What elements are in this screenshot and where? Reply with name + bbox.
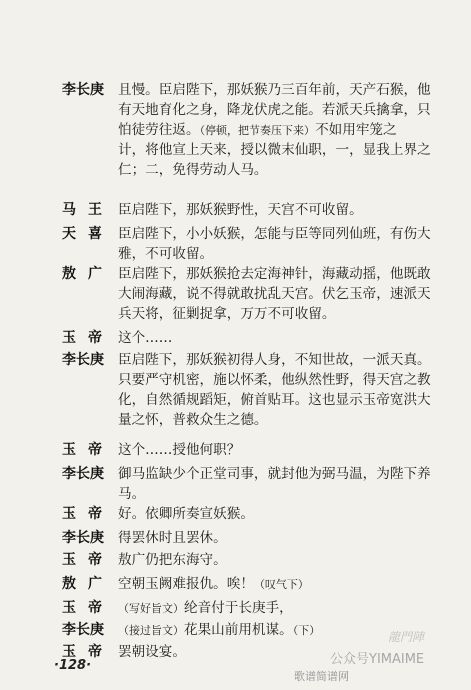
watermark-account: 公众号YIMAIME [330,652,425,667]
speaker-name: 玉帝 [62,644,114,660]
speaker-name: 玉帝 [62,506,114,522]
speaker-name: 玉帝 [62,442,114,458]
dialogue-line: 好。依卿所奏宣妖猴。 [118,506,254,522]
dialogue-line: 量之怀，普救众生之德。 [118,412,268,428]
speaker-name: 玉帝 [62,330,114,346]
dialogue-line: （写好旨文）纶音付于长庚手， [118,600,293,616]
dialogue-line: 这个…… [118,330,173,346]
speaker-name: 天喜 [62,226,114,242]
speaker-name: 马王 [62,202,114,218]
speaker-name: 玉帝 [62,600,114,616]
dialogue-line: 有天地育化之身，降龙伏虎之能。若派天兵擒拿，只 [118,102,431,118]
dialogue-line: 这个……授他何职？ [118,442,241,458]
dialogue-line: 计，将他宣上天来，授以微末仙职，一，显我上界之 [118,142,431,158]
dialogue-line: 得罢休时且罢休。 [118,530,227,546]
dialogue-line: 只要严守机密，施以怀柔，他纵然性野，得天宫之教 [118,372,431,388]
dialogue-line: 雅，不可收留。 [118,246,214,262]
dialogue-line: 大闹海藏，说不得就敢扰乱天宫。伏乞玉帝，速派天 [118,286,431,302]
dialogue-line: 化，自然循规蹈矩，俯首贴耳。这也显示玉帝宽洪大 [118,392,431,408]
dialogue-line: 空朝玉阙难报仇。唉！（叹气下） [118,576,309,592]
dialogue-line: 且慢。臣启陛下，那妖猴乃三百年前，天产石猴，他 [118,82,431,98]
dialogue-line: 罢朝设宴。 [118,644,186,660]
speaker-name: 李长庚 [62,466,104,482]
dialogue-line: 御马监缺少个正堂司事，就封他为弼马温，为陛下养 [118,466,431,482]
dialogue-line: 怕徒劳往返。（停顿，把节奏压下来）不如用牢笼之 [118,122,397,138]
dialogue-line: （接过旨文）花果山前用机谋。（下） [118,622,321,638]
speaker-name: 李长庚 [62,530,104,546]
dialogue-line: 臣启陛下，小小妖猴，怎能与臣等同列仙班，有伤大 [118,226,431,242]
dialogue-line: 臣启陛下，那妖猴初得人身，不知世故，一派天真。 [118,352,431,368]
dialogue-line: 敖广仍把东海守。 [118,552,227,568]
dialogue-line: 仁；二，免得劳动人马。 [118,162,268,178]
watermark-logo: 龍門陣 [388,630,425,644]
speaker-name: 敖广 [62,266,114,282]
watermark-site: 歌谱简谱网 [294,670,349,683]
dialogue-line: 臣启陛下，那妖猴野性，天宫不可收留。 [118,202,363,218]
dialogue-line: 臣启陛下，那妖猴抢去定海神针，海藏动摇，他既敢 [118,266,431,282]
speaker-name: 李长庚 [62,622,104,638]
speaker-name: 李长庚 [62,352,104,368]
page-number: ·128· [54,658,92,673]
dialogue-line: 马。 [118,486,146,502]
speaker-name: 李长庚 [62,82,104,98]
dialogue-line: 兵天将，征剿捉拿，万万不可收留。 [118,306,336,322]
speaker-name: 玉帝 [62,552,114,568]
speaker-name: 敖广 [62,576,114,592]
